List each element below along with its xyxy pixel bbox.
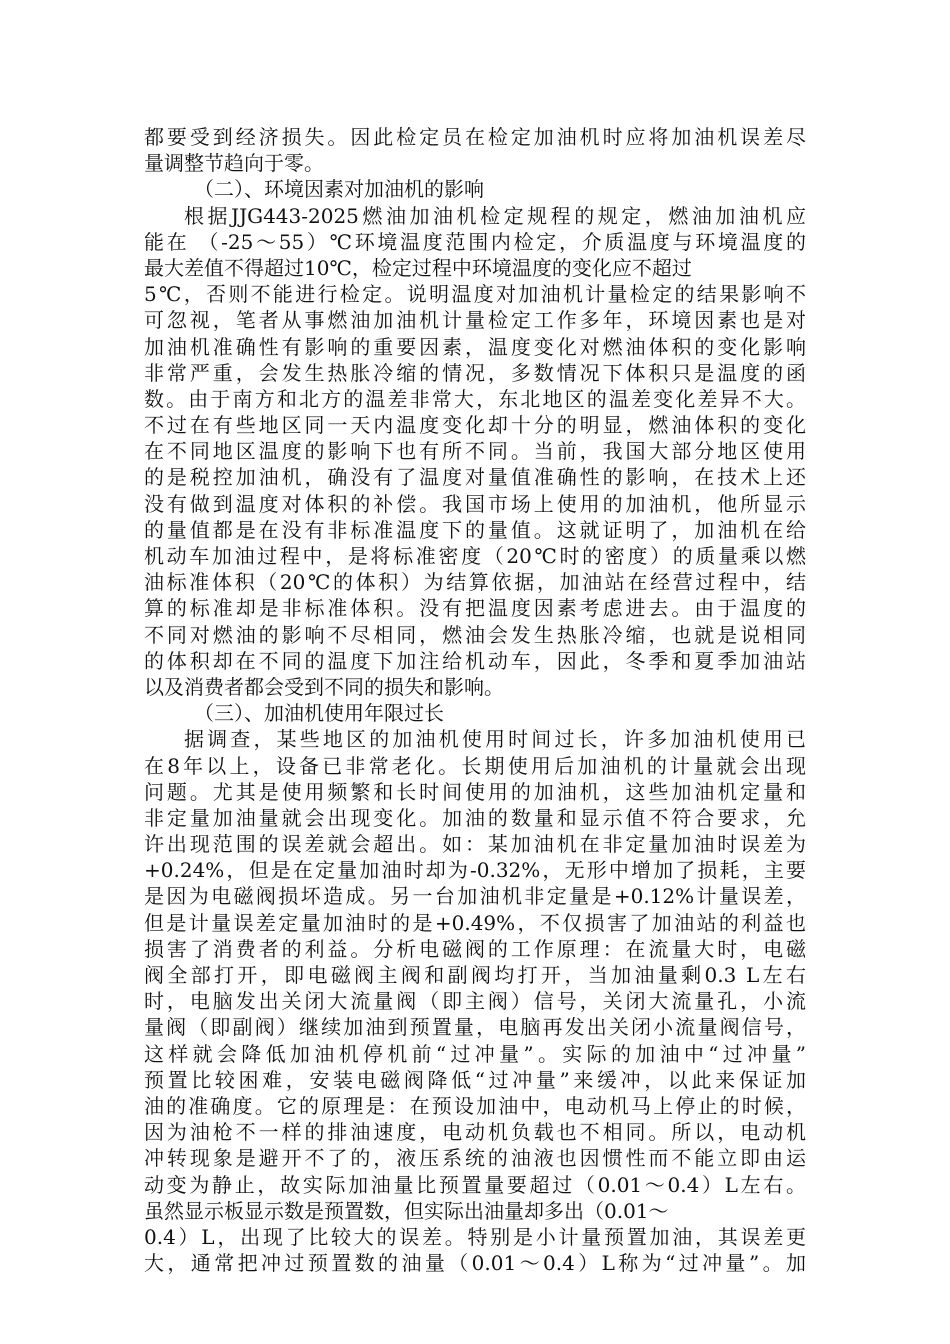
- text-line: 问题。尤其是使用频繁和长时间使用的加油机，这些加油机定量和: [144, 779, 806, 804]
- text-line: 但是计量误差定量加油时的是+0.49%，不仅损害了加油站的利益也: [144, 910, 806, 935]
- text-line: 都要受到经济损失。因此检定员在检定加油机时应将加油机误差尽: [144, 125, 806, 149]
- text-line: 在不同地区温度的影响下也有所不同。当前，我国大部分地区使用: [144, 439, 806, 464]
- text-line: +0.24%，但是在定量加油时却为-0.32%，无形中增加了损耗，主要: [144, 858, 806, 883]
- text-line: 油标准体积（20℃的体积）为结算依据，加油站在经营过程中，结: [144, 570, 806, 595]
- text-line: 动变为静止，故实际加油量比预置量要超过（0.01～0.4）L左右。: [144, 1172, 806, 1197]
- text-line: 根据JJG443-2025燃油加油机检定规程的规定，燃油加油机应: [184, 203, 806, 228]
- text-line: 据调查，某些地区的加油机使用时间过长，许多加油机使用已: [184, 727, 806, 752]
- text-line: 没有做到温度对体积的补偿。我国市场上使用的加油机，他所显示: [144, 491, 806, 516]
- text-line: 预置比较困难，安装电磁阀降低“过冲量”来缓冲，以此来保证加: [144, 1067, 806, 1092]
- text-line: 最大差值不得超过10℃，检定过程中环境温度的变化应不超过: [144, 255, 692, 280]
- text-line: 的体积却在不同的温度下加注给机动车，因此，冬季和夏季加油站: [144, 648, 806, 673]
- text-line: 非定量加油量就会出现变化。加油的数量和显示值不符合要求，允: [144, 805, 806, 830]
- text-line: 损害了消费者的利益。分析电磁阀的工作原理：在流量大时，电磁: [144, 936, 806, 961]
- text-line: 的量值都是在没有非标准温度下的量值。这就证明了，加油机在给: [144, 517, 806, 542]
- text-line: 数。由于南方和北方的温差非常大，东北地区的温差变化差异不大。: [144, 386, 806, 411]
- text-line: 在8年以上，设备已非常老化。长期使用后加油机的计量就会出现: [144, 753, 806, 778]
- text-line: 量阀（即副阀）继续加油到预置量，电脑再发出关闭小流量阀信号，: [144, 1015, 806, 1040]
- text-line: 可忽视，笔者从事燃油加油机计量检定工作多年，环境因素也是对: [144, 308, 806, 333]
- text-line: 这样就会降低加油机停机前“过冲量”。实际的加油中“过冲量”: [144, 1041, 806, 1066]
- text-line: 的是税控加油机，确没有了温度对量值准确性的影响，在技术上还: [144, 465, 806, 490]
- text-line: 算的标准却是非标准体积。没有把温度因素考虑进去。由于温度的: [144, 596, 806, 621]
- text-line: 5℃，否则不能进行检定。说明温度对加油机计量检定的结果影响不: [144, 282, 806, 307]
- text-line: 非常严重，会发生热胀冷缩的情况，多数情况下体积只是温度的函: [144, 360, 806, 385]
- text-line: 许出现范围的误差就会超出。如：某加油机在非定量加油时误差为: [144, 832, 806, 857]
- text-line: （三）、加油机使用年限过长: [194, 701, 444, 726]
- text-line: 不同对燃油的影响不尽相同，燃油会发生热胀冷缩，也就是说相同: [144, 622, 806, 647]
- text-line: 加油机准确性有影响的重要因素，温度变化对燃油体积的变化影响: [144, 334, 806, 359]
- text-line: 冲转现象是避开不了的，液压系统的油液也因惯性而不能立即由运: [144, 1146, 806, 1171]
- document-page: [144, 124, 806, 1276]
- text-line: 因为油枪不一样的排油速度，电动机负载也不相同。所以，电动机: [144, 1120, 806, 1145]
- text-line: 油的准确度。它的原理是：在预设加油中，电动机马上停止的时候，: [144, 1093, 806, 1118]
- text-line: 时，电脑发出关闭大流量阀（即主阀）信号，关闭大流量孔，小流: [144, 989, 806, 1014]
- text-line: 能在 （-25～55）℃环境温度范围内检定，介质温度与环境温度的: [144, 229, 806, 254]
- text-line: 机动车加油过程中，是将标准密度（20℃时的密度）的质量乘以燃: [144, 544, 806, 568]
- text-line: （二）、环境因素对加油机的影响: [194, 177, 484, 202]
- text-line: 虽然显示板显示数是预置数，但实际出油量却多出（0.01～: [144, 1198, 669, 1223]
- text-line: 以及消费者都会受到不同的损失和影响。: [144, 674, 504, 699]
- text-line: 阀全部打开，即电磁阀主阀和副阀均打开，当加油量剩0.3 L左右: [144, 963, 806, 987]
- text-line: 0.4）L，出现了比较大的误差。特别是小计量预置加油，其误差更: [144, 1224, 806, 1249]
- text-line: 量调整节趋向于零。: [144, 151, 324, 176]
- text-line: 不过在有些地区同一天内温度变化却十分的明显，燃油体积的变化: [144, 413, 806, 438]
- text-line: 是因为电磁阀损坏造成。另一台加油机非定量是+0.12%计量误差，: [144, 884, 806, 909]
- text-line: 大，通常把冲过预置数的油量（0.01～0.4）L称为“过冲量”。加: [144, 1251, 806, 1276]
